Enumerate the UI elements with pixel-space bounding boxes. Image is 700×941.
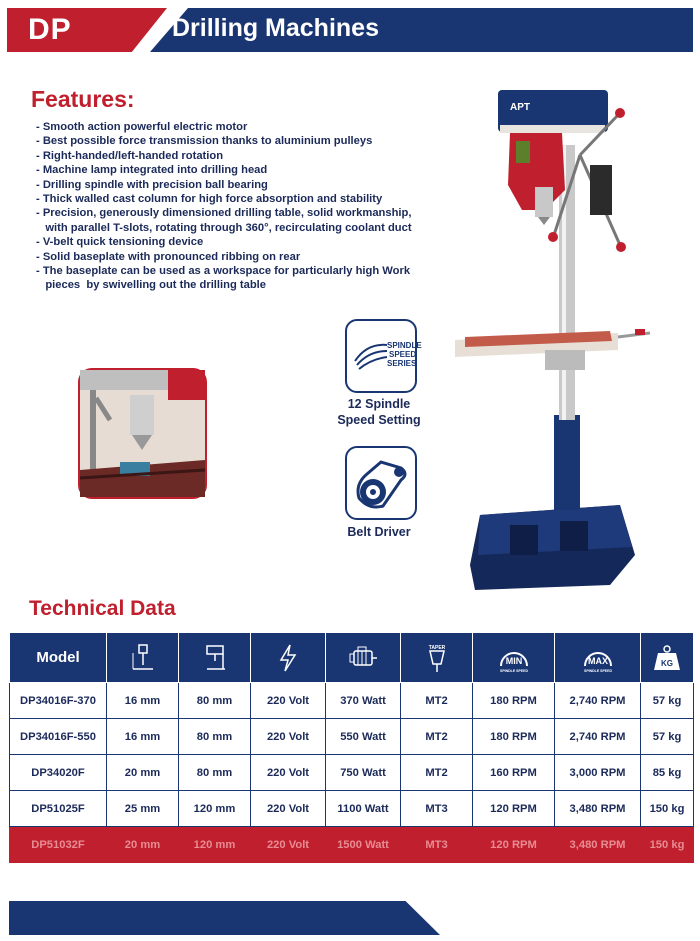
spindle-speed-card <box>345 319 422 393</box>
feature-item: - V-belt quick tensioning device <box>36 236 204 249</box>
min-sub: SPINDLE SPEED <box>499 668 528 673</box>
cell-model: DP34016F-370 <box>10 683 107 719</box>
cell-motor-power: 750 Watt <box>326 755 401 791</box>
col-drilling-capacity <box>107 633 179 683</box>
cell-voltage: 220 Volt <box>251 791 326 827</box>
features-heading: Features: <box>31 86 135 112</box>
table-row <box>10 719 694 755</box>
cell-max-speed: 3,480 RPM <box>555 827 641 863</box>
cell-motor-power: 1500 Watt <box>326 827 401 863</box>
spindle-taper-icon <box>424 642 450 674</box>
cell-model: DP34020F <box>10 755 107 791</box>
cell-spindle-taper: MT2 <box>401 755 473 791</box>
cell-model: DP51032F <box>10 827 107 863</box>
section-code: DP <box>28 13 72 46</box>
cell-drilling-capacity: 20 mm <box>107 827 179 863</box>
feature-item: - The baseplate can be used as a workspace for particularly high Work pieces by swivelling out the drilling table <box>36 265 411 292</box>
col-voltage <box>251 633 326 683</box>
table-row <box>10 827 694 863</box>
kg-tag: KG <box>661 658 673 668</box>
cell-drilling-capacity: 16 mm <box>107 683 179 719</box>
cell-model: DP51025F <box>10 791 107 827</box>
cell-max-speed: 2,740 RPM <box>555 719 641 755</box>
drill-press-image <box>450 85 640 605</box>
col-motor-power <box>326 633 401 683</box>
cell-spindle-taper: MT3 <box>401 791 473 827</box>
feature-item: - Machine lamp integrated into drilling head <box>36 164 268 177</box>
cell-throat-depth: 80 mm <box>179 719 251 755</box>
badge-word: SPINDLE <box>387 341 422 350</box>
feature-item: - Drilling spindle with precision ball bearing <box>36 178 268 191</box>
spindle-speed-caption: 12 Spindle Speed Setting <box>337 397 421 427</box>
motor-power-icon <box>348 644 378 672</box>
col-min-speed <box>473 633 555 683</box>
col-throat-depth <box>179 633 251 683</box>
cell-spindle-taper: MT3 <box>401 827 473 863</box>
cell-max-speed: 2,740 RPM <box>555 683 641 719</box>
belt-drive-card <box>345 446 417 520</box>
spec-table <box>9 632 694 863</box>
cell-weight: 57 kg <box>641 683 694 719</box>
cell-min-speed: 180 RPM <box>473 683 555 719</box>
min-speed-icon <box>496 642 532 674</box>
drill-closeup-image <box>78 368 207 499</box>
cell-voltage: 220 Volt <box>251 827 326 863</box>
cell-spindle-taper: MT2 <box>401 719 473 755</box>
cell-weight: 150 kg <box>641 791 694 827</box>
weight-icon <box>652 643 682 673</box>
cell-weight: 150 kg <box>641 827 694 863</box>
table-row <box>10 791 694 827</box>
cell-min-speed: 120 RPM <box>473 827 555 863</box>
spindle-speed-icon <box>347 321 422 391</box>
feature-item: - Thick walled cast column for high force absorption and stability <box>36 193 383 206</box>
col-spindle-taper <box>401 633 473 683</box>
voltage-icon <box>276 643 300 673</box>
table-header-row <box>10 633 694 683</box>
cell-min-speed: 160 RPM <box>473 755 555 791</box>
max-speed-icon <box>580 642 616 674</box>
cell-drilling-capacity: 20 mm <box>107 755 179 791</box>
cell-max-speed: 3,480 RPM <box>555 791 641 827</box>
cell-spindle-taper: MT2 <box>401 683 473 719</box>
feature-item: - Solid baseplate with pronounced ribbing on rear <box>36 250 301 263</box>
col-model <box>10 633 107 683</box>
taper-tag: TAPER <box>428 644 445 651</box>
cell-motor-power: 550 Watt <box>326 719 401 755</box>
brand-label: APT <box>510 102 530 113</box>
table-row <box>10 755 694 791</box>
cell-motor-power: 1100 Watt <box>326 791 401 827</box>
cell-model: DP34016F-550 <box>10 719 107 755</box>
cell-min-speed: 180 RPM <box>473 719 555 755</box>
col-model-label: Model <box>36 648 80 666</box>
cell-voltage: 220 Volt <box>251 683 326 719</box>
feature-item: - Precision, generously dimensioned drilling table, solid workmanship, with parallel T-slots, rotating through 360°, recirculating coolant duct <box>36 207 412 234</box>
feature-item: - Smooth action powerful electric motor <box>36 121 248 133</box>
table-row <box>10 683 694 719</box>
max-tag: MAX <box>587 655 608 666</box>
belt-drive-caption: Belt Driver <box>347 525 411 539</box>
cell-min-speed: 120 RPM <box>473 791 555 827</box>
drilling-capacity-icon <box>130 643 156 673</box>
technical-heading: Technical Data <box>29 597 176 620</box>
cell-weight: 57 kg <box>641 719 694 755</box>
page-title: Drilling Machines <box>172 14 379 42</box>
cell-throat-depth: 120 mm <box>179 827 251 863</box>
cell-throat-depth: 80 mm <box>179 755 251 791</box>
cell-voltage: 220 Volt <box>251 719 326 755</box>
badge-word: SPEED <box>389 350 417 359</box>
belt-drive-icon <box>347 448 415 518</box>
col-max-speed <box>555 633 641 683</box>
throat-depth-icon <box>202 643 228 673</box>
feature-item: - Best possible force transmission thanks to aluminium pulleys <box>36 135 373 148</box>
features-list <box>36 120 456 293</box>
min-tag: MIN <box>505 655 522 666</box>
cell-drilling-capacity: 25 mm <box>107 791 179 827</box>
cell-drilling-capacity: 16 mm <box>107 719 179 755</box>
cell-motor-power: 370 Watt <box>326 683 401 719</box>
cell-throat-depth: 120 mm <box>179 791 251 827</box>
feature-item: - Right-handed/left-handed rotation <box>36 149 224 162</box>
cell-max-speed: 3,000 RPM <box>555 755 641 791</box>
cell-voltage: 220 Volt <box>251 755 326 791</box>
cell-throat-depth: 80 mm <box>179 683 251 719</box>
badge-word: SERIES <box>387 359 417 368</box>
cell-weight: 85 kg <box>641 755 694 791</box>
footer-band <box>9 901 440 935</box>
max-sub: SPINDLE SPEED <box>583 668 612 673</box>
col-weight <box>641 633 694 683</box>
